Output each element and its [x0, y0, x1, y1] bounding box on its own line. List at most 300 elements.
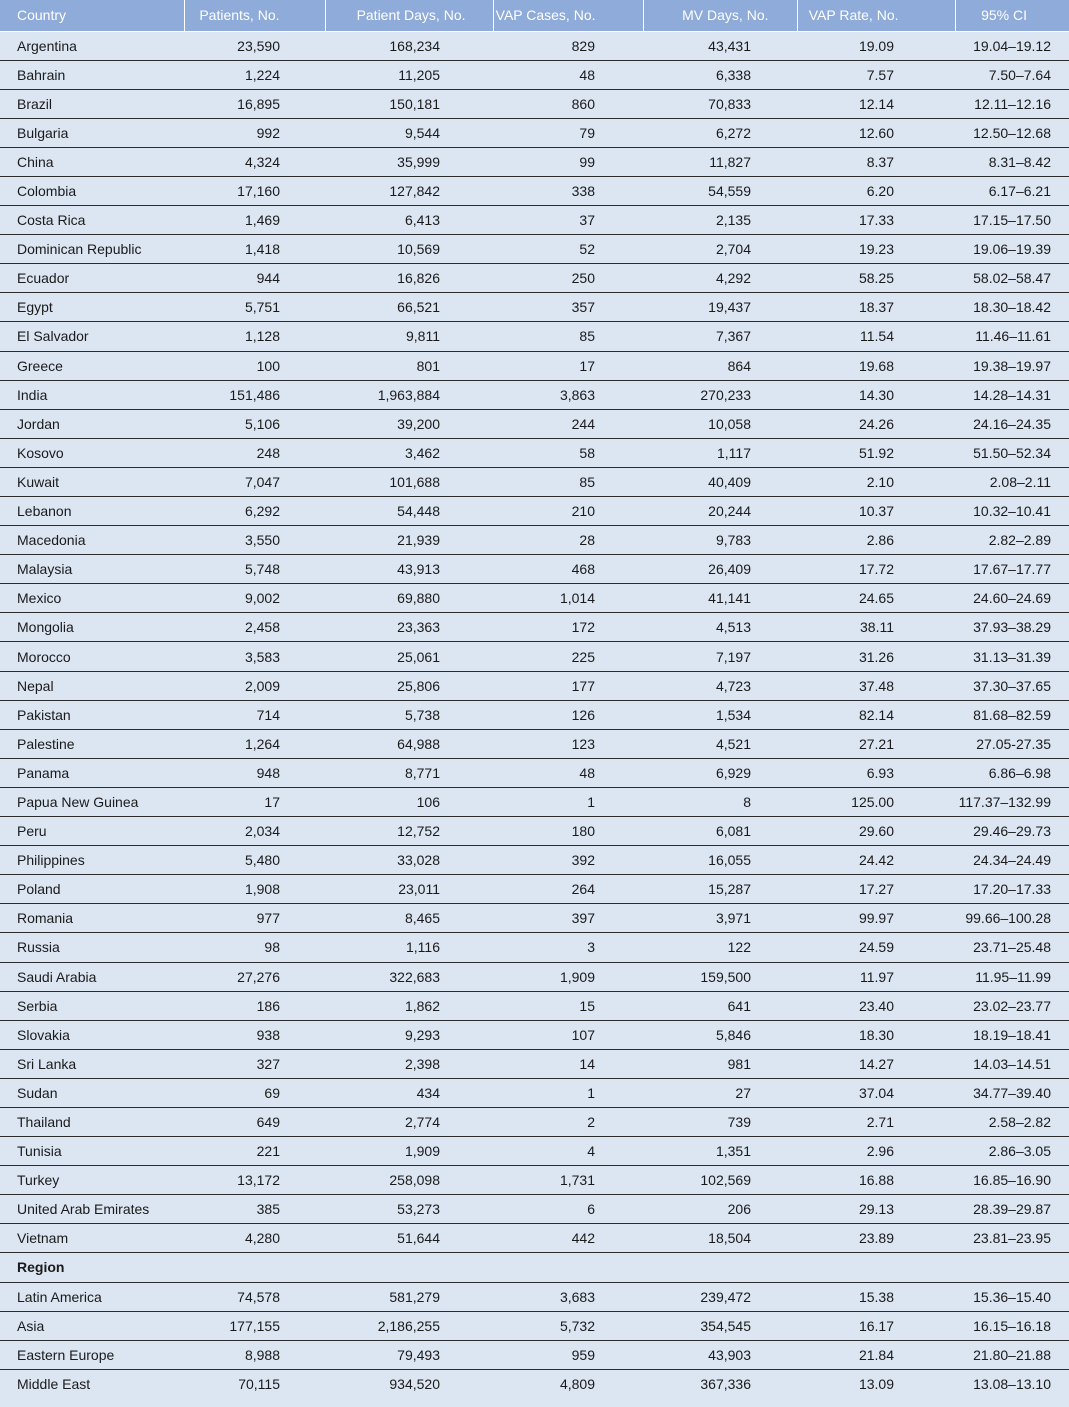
ci-cell: 6.86–6.98 — [955, 758, 1069, 787]
patient-days-cell: 2,186,255 — [325, 1311, 493, 1340]
table-row — [0, 787, 1069, 816]
patient-days-cell: 8,771 — [325, 758, 493, 787]
patients-cell: 992 — [184, 118, 325, 147]
vap-cases-cell: 442 — [493, 1224, 643, 1253]
mv-days-cell: 3,971 — [643, 904, 797, 933]
patient-days-cell: 9,293 — [325, 1020, 493, 1049]
vap-cases-cell: 17 — [493, 351, 643, 380]
country-cell: Romania — [0, 904, 184, 933]
table-body — [0, 31, 1069, 1398]
empty-cell — [184, 1253, 325, 1282]
table-row — [0, 1224, 1069, 1253]
patients-cell: 69 — [184, 1078, 325, 1107]
table-row — [0, 758, 1069, 787]
vap-rate-cell: 125.00 — [797, 787, 955, 816]
mv-days-cell: 159,500 — [643, 962, 797, 991]
table-row — [0, 1195, 1069, 1224]
table-row — [0, 409, 1069, 438]
patient-days-cell: 1,862 — [325, 991, 493, 1020]
patient-days-cell: 801 — [325, 351, 493, 380]
table-row — [0, 264, 1069, 293]
patient-days-cell: 66,521 — [325, 293, 493, 322]
vap-cases-cell: 3 — [493, 933, 643, 962]
country-cell: Sudan — [0, 1078, 184, 1107]
vap-cases-cell: 1 — [493, 1078, 643, 1107]
table-row — [0, 322, 1069, 351]
table-row — [0, 235, 1069, 264]
patients-cell: 151,486 — [184, 380, 325, 409]
country-cell: China — [0, 147, 184, 176]
mv-days-cell: 15,287 — [643, 875, 797, 904]
mv-days-cell: 4,521 — [643, 729, 797, 758]
country-cell: Jordan — [0, 409, 184, 438]
table-row — [0, 613, 1069, 642]
ci-cell: 12.50–12.68 — [955, 118, 1069, 147]
ci-cell: 2.82–2.89 — [955, 526, 1069, 555]
vap-rate-cell: 31.26 — [797, 642, 955, 671]
vap-cases-cell: 107 — [493, 1020, 643, 1049]
vap-rate-cell: 29.60 — [797, 817, 955, 846]
mv-days-cell: 6,272 — [643, 118, 797, 147]
vap-cases-cell: 85 — [493, 322, 643, 351]
country-cell: Turkey — [0, 1166, 184, 1195]
mv-days-cell: 7,197 — [643, 642, 797, 671]
country-cell: Bahrain — [0, 60, 184, 89]
mv-days-cell: 26,409 — [643, 555, 797, 584]
patient-days-cell: 25,806 — [325, 671, 493, 700]
mv-days-cell: 239,472 — [643, 1282, 797, 1311]
vap-rate-cell: 37.04 — [797, 1078, 955, 1107]
header-mv-days: MV Days, No. — [643, 0, 797, 31]
table-header — [0, 0, 1069, 31]
ci-cell: 31.13–31.39 — [955, 642, 1069, 671]
vap-cases-cell: 52 — [493, 235, 643, 264]
patient-days-cell: 33,028 — [325, 846, 493, 875]
vap-rate-cell: 14.27 — [797, 1049, 955, 1078]
patient-days-cell: 23,011 — [325, 875, 493, 904]
table-row — [0, 351, 1069, 380]
mv-days-cell: 54,559 — [643, 176, 797, 205]
mv-days-cell: 4,513 — [643, 613, 797, 642]
patient-days-cell: 150,181 — [325, 89, 493, 118]
vap-cases-cell: 48 — [493, 758, 643, 787]
vap-rate-cell: 16.88 — [797, 1166, 955, 1195]
patient-days-cell: 5,738 — [325, 700, 493, 729]
mv-days-cell: 20,244 — [643, 497, 797, 526]
vap-rate-cell: 17.33 — [797, 206, 955, 235]
country-cell: El Salvador — [0, 322, 184, 351]
ci-cell: 19.04–19.12 — [973, 37, 1051, 54]
patients-cell: 3,550 — [184, 526, 325, 555]
table-row — [0, 293, 1069, 322]
ci-cell: 14.28–14.31 — [955, 380, 1069, 409]
patients-cell: 248 — [184, 438, 325, 467]
patients-cell: 17,160 — [184, 176, 325, 205]
empty-cell — [493, 1253, 643, 1282]
vap-cases-cell: 48 — [493, 60, 643, 89]
vap-rate-cell: 15.38 — [797, 1282, 955, 1311]
patients-cell: 1,908 — [184, 875, 325, 904]
vap-rate-cell: 24.42 — [797, 846, 955, 875]
mv-days-cell: 2,135 — [643, 206, 797, 235]
mv-days-cell: 19,437 — [643, 293, 797, 322]
patients-cell: 1,469 — [184, 206, 325, 235]
patients-cell: 74,578 — [184, 1282, 325, 1311]
patient-days-cell: 581,279 — [325, 1282, 493, 1311]
country-cell: Tunisia — [0, 1137, 184, 1166]
vap-rate-cell: 12.60 — [797, 118, 955, 147]
ci-cell: 58.02–58.47 — [955, 264, 1069, 293]
vap-cases-cell: 79 — [493, 118, 643, 147]
country-cell: India — [0, 380, 184, 409]
patients-cell: 1,128 — [184, 322, 325, 351]
vap-rate-cell: 12.14 — [797, 89, 955, 118]
ci-cell: 28.39–29.87 — [955, 1195, 1069, 1224]
mv-days-cell: 16,055 — [643, 846, 797, 875]
country-cell: Ecuador — [0, 264, 184, 293]
vap-cases-cell: 123 — [493, 729, 643, 758]
patients-cell: 17 — [184, 787, 325, 816]
table-row — [0, 671, 1069, 700]
vap-cases-cell: 959 — [493, 1340, 643, 1369]
mv-days-cell: 6,929 — [643, 758, 797, 787]
patient-days-cell: 101,688 — [325, 467, 493, 496]
ci-cell: 2.08–2.11 — [955, 467, 1069, 496]
vap-cases-cell: 15 — [493, 991, 643, 1020]
vap-rate-cell: 10.37 — [797, 497, 955, 526]
vap-rate-cell: 23.89 — [797, 1224, 955, 1253]
mv-days-cell: 122 — [643, 933, 797, 962]
patients-cell: 944 — [184, 264, 325, 293]
vap-cases-cell: 1,909 — [493, 962, 643, 991]
patients-cell: 3,583 — [184, 642, 325, 671]
patients-cell: 9,002 — [184, 584, 325, 613]
table-row — [0, 467, 1069, 496]
vap-rate-cell: 18.37 — [797, 293, 955, 322]
patients-cell: 5,480 — [184, 846, 325, 875]
vap-cases-cell: 85 — [493, 467, 643, 496]
patient-days-cell: 934,520 — [325, 1369, 493, 1398]
ci-cell: 16.85–16.90 — [955, 1166, 1069, 1195]
mv-days-cell: 43,903 — [643, 1340, 797, 1369]
patient-days-cell: 434 — [325, 1078, 493, 1107]
patients-cell: 2,009 — [184, 671, 325, 700]
mv-days-cell: 864 — [643, 351, 797, 380]
vap-rate-cell: 6.93 — [797, 758, 955, 787]
vap-cases-cell: 99 — [493, 147, 643, 176]
table-row — [0, 438, 1069, 467]
vap-rate-cell: 8.37 — [797, 147, 955, 176]
vap-cases-cell: 829 — [571, 37, 595, 54]
patient-days-cell: 23,363 — [325, 613, 493, 642]
patient-days-cell: 25,061 — [325, 642, 493, 671]
ci-cell: 51.50–52.34 — [955, 438, 1069, 467]
table-row — [0, 846, 1069, 875]
vap-cases-cell: 28 — [493, 526, 643, 555]
vap-rate-cell: 19.23 — [797, 235, 955, 264]
ci-cell: 34.77–39.40 — [955, 1078, 1069, 1107]
country-cell: Eastern Europe — [0, 1340, 184, 1369]
patient-days-cell: 9,544 — [325, 118, 493, 147]
header-country: Country — [0, 0, 184, 31]
vap-rate-cell: 2.86 — [797, 526, 955, 555]
ci-cell: 17.20–17.33 — [955, 875, 1069, 904]
vap-cases-cell: 1,014 — [493, 584, 643, 613]
mv-days-cell: 27 — [643, 1078, 797, 1107]
mv-days-cell: 1,117 — [643, 438, 797, 467]
vap-rate-cell: 24.59 — [797, 933, 955, 962]
ci-cell: 16.15–16.18 — [955, 1311, 1069, 1340]
ci-cell: 2.86–3.05 — [955, 1137, 1069, 1166]
table-row — [0, 991, 1069, 1020]
patient-days-cell: 21,939 — [325, 526, 493, 555]
table-row — [0, 380, 1069, 409]
vap-cases-cell: 180 — [493, 817, 643, 846]
ci-cell: 99.66–100.28 — [955, 904, 1069, 933]
patient-days-cell: 53,273 — [325, 1195, 493, 1224]
country-cell: Dominican Republic — [0, 235, 184, 264]
vap-cases-cell: 338 — [493, 176, 643, 205]
country-cell: Egypt — [0, 293, 184, 322]
patients-cell: 2,034 — [184, 817, 325, 846]
country-cell: Colombia — [0, 176, 184, 205]
table-row — [0, 206, 1069, 235]
patients-cell: 177,155 — [184, 1311, 325, 1340]
table-row — [0, 1078, 1069, 1107]
patients-cell: 948 — [184, 758, 325, 787]
vap-rate-cell: 17.72 — [797, 555, 955, 584]
country-cell: Malaysia — [0, 555, 184, 584]
vap-rate-cell: 24.65 — [797, 584, 955, 613]
mv-days-cell: 7,367 — [643, 322, 797, 351]
table-row — [0, 89, 1069, 118]
mv-days-cell: 270,233 — [643, 380, 797, 409]
mv-days-cell: 6,081 — [643, 817, 797, 846]
mv-days-cell: 40,409 — [643, 467, 797, 496]
vap-rate-cell: 7.57 — [797, 60, 955, 89]
mv-days-cell: 102,569 — [643, 1166, 797, 1195]
vap-rate-cell: 51.92 — [797, 438, 955, 467]
ci-cell: 17.67–17.77 — [955, 555, 1069, 584]
patients-cell: 8,988 — [184, 1340, 325, 1369]
patients-cell: 70,115 — [184, 1369, 325, 1398]
ci-cell: 81.68–82.59 — [955, 700, 1069, 729]
patients-cell: 327 — [184, 1049, 325, 1078]
vap-rate-cell: 27.21 — [797, 729, 955, 758]
ci-cell: 19.06–19.39 — [955, 235, 1069, 264]
patient-days-cell: 168,234 — [389, 37, 440, 54]
mv-days-cell: 739 — [643, 1107, 797, 1136]
vap-cases-cell: 6 — [493, 1195, 643, 1224]
mv-days-cell: 1,534 — [643, 700, 797, 729]
vap-cases-cell: 1 — [493, 787, 643, 816]
vap-rate-cell: 24.26 — [797, 409, 955, 438]
mv-days-cell: 43,431 — [708, 37, 751, 54]
vap-rate-cell: 14.30 — [797, 380, 955, 409]
table-row — [0, 729, 1069, 758]
vap-rate-cell: 11.54 — [797, 322, 955, 351]
region-row — [0, 1311, 1069, 1340]
header-row — [0, 0, 1069, 31]
country-cell: Saudi Arabia — [0, 962, 184, 991]
patient-days-cell: 11,205 — [325, 60, 493, 89]
vap-cases-cell: 3,683 — [493, 1282, 643, 1311]
table-row — [0, 118, 1069, 147]
patients-cell: 13,172 — [184, 1166, 325, 1195]
region-heading: Region — [0, 1253, 184, 1282]
vap-rate-cell: 58.25 — [797, 264, 955, 293]
patients-cell: 649 — [184, 1107, 325, 1136]
patients-cell: 1,418 — [184, 235, 325, 264]
vap-rate-cell: 2.10 — [797, 467, 955, 496]
ci-cell: 24.60–24.69 — [955, 584, 1069, 613]
patients-cell: 27,276 — [184, 962, 325, 991]
ci-cell: 14.03–14.51 — [955, 1049, 1069, 1078]
ci-cell: 37.93–38.29 — [955, 613, 1069, 642]
patient-days-cell: 2,774 — [325, 1107, 493, 1136]
patients-cell: 5,106 — [184, 409, 325, 438]
vap-cases-cell: 210 — [493, 497, 643, 526]
vap-cases-cell: 250 — [493, 264, 643, 293]
ci-cell: 6.17–6.21 — [955, 176, 1069, 205]
patient-days-cell: 1,909 — [325, 1137, 493, 1166]
table-row — [0, 962, 1069, 991]
table-row — [0, 1166, 1069, 1195]
vap-cases-cell: 468 — [493, 555, 643, 584]
country-cell: Poland — [0, 875, 184, 904]
vap-rate-cell: 11.97 — [797, 962, 955, 991]
header-vap-rate: VAP Rate, No. — [797, 0, 955, 31]
patients-cell: 98 — [184, 933, 325, 962]
patients-cell: 6,292 — [184, 497, 325, 526]
empty-cell — [325, 1253, 493, 1282]
vap-rate-cell: 29.13 — [797, 1195, 955, 1224]
region-row — [0, 1369, 1069, 1398]
country-cell: Middle East — [0, 1369, 184, 1398]
header-patients: Patients, No. — [184, 0, 325, 31]
ci-cell: 18.19–18.41 — [955, 1020, 1069, 1049]
vap-rate-cell: 19.09 — [858, 37, 894, 54]
country-cell: Brazil — [0, 89, 184, 118]
ci-cell: 24.34–24.49 — [955, 846, 1069, 875]
vap-rate-cell: 37.48 — [797, 671, 955, 700]
vap-cases-cell: 860 — [493, 89, 643, 118]
ci-cell: 29.46–29.73 — [955, 817, 1069, 846]
country-cell: Mongolia — [0, 613, 184, 642]
country-cell: Russia — [0, 933, 184, 962]
patients-cell: 1,224 — [184, 60, 325, 89]
mv-days-cell: 70,833 — [643, 89, 797, 118]
ci-cell: 18.30–18.42 — [955, 293, 1069, 322]
table-row — [0, 526, 1069, 555]
patients-cell: 2,458 — [184, 613, 325, 642]
table-row — [0, 176, 1069, 205]
patient-days-cell: 3,462 — [325, 438, 493, 467]
vap-rate-cell: 13.09 — [797, 1369, 955, 1398]
table-row — [0, 642, 1069, 671]
ci-cell: 15.36–15.40 — [955, 1282, 1069, 1311]
ci-cell: 12.11–12.16 — [955, 89, 1069, 118]
country-cell: Papua New Guinea — [0, 787, 184, 816]
ci-cell: 27.05-27.35 — [955, 729, 1069, 758]
ci-cell: 23.81–23.95 — [955, 1224, 1069, 1253]
patient-days-cell: 6,413 — [325, 206, 493, 235]
country-cell: Panama — [0, 758, 184, 787]
patient-days-cell: 69,880 — [325, 584, 493, 613]
patients-cell: 4,280 — [184, 1224, 325, 1253]
patient-days-cell: 1,116 — [325, 933, 493, 962]
mv-days-cell: 641 — [643, 991, 797, 1020]
mv-days-cell: 6,338 — [643, 60, 797, 89]
country-cell: Argentina — [17, 37, 77, 54]
patient-days-cell: 258,098 — [325, 1166, 493, 1195]
empty-cell — [643, 1253, 797, 1282]
ci-cell: 117.37–132.99 — [955, 787, 1069, 816]
country-cell: United Arab Emirates — [0, 1195, 184, 1224]
mv-days-cell: 9,783 — [643, 526, 797, 555]
vap-cases-cell: 2 — [493, 1107, 643, 1136]
mv-days-cell: 367,336 — [643, 1369, 797, 1398]
patients-cell: 714 — [184, 700, 325, 729]
country-cell: Kuwait — [0, 467, 184, 496]
patient-days-cell: 10,569 — [325, 235, 493, 264]
country-cell: Mexico — [0, 584, 184, 613]
mv-days-cell: 2,704 — [643, 235, 797, 264]
patient-days-cell: 127,842 — [325, 176, 493, 205]
patients-cell: 7,047 — [184, 467, 325, 496]
mv-days-cell: 8 — [643, 787, 797, 816]
patient-days-cell: 54,448 — [325, 497, 493, 526]
patient-days-cell: 35,999 — [325, 147, 493, 176]
patients-cell: 385 — [184, 1195, 325, 1224]
empty-cell — [955, 1253, 1069, 1282]
mv-days-cell: 354,545 — [643, 1311, 797, 1340]
vap-rate-cell: 16.17 — [797, 1311, 955, 1340]
table-row — [0, 497, 1069, 526]
vap-cases-cell: 225 — [493, 642, 643, 671]
patients-cell: 16,895 — [184, 89, 325, 118]
country-cell: Nepal — [0, 671, 184, 700]
vap-rate-cell: 23.40 — [797, 991, 955, 1020]
vap-cases-cell: 5,732 — [493, 1311, 643, 1340]
table-row — [0, 1107, 1069, 1136]
country-cell: Macedonia — [0, 526, 184, 555]
mv-days-cell: 11,827 — [643, 147, 797, 176]
vap-cases-cell: 37 — [493, 206, 643, 235]
country-cell: Lebanon — [0, 497, 184, 526]
country-cell: Sri Lanka — [0, 1049, 184, 1078]
table-row — [0, 147, 1069, 176]
table-row — [0, 1020, 1069, 1049]
ci-cell: 37.30–37.65 — [955, 671, 1069, 700]
mv-days-cell: 10,058 — [643, 409, 797, 438]
vap-cases-cell: 3,863 — [493, 380, 643, 409]
patients-cell: 977 — [184, 904, 325, 933]
country-cell: Morocco — [0, 642, 184, 671]
ci-cell: 19.38–19.97 — [955, 351, 1069, 380]
country-cell: Vietnam — [0, 1224, 184, 1253]
patient-days-cell: 16,826 — [325, 264, 493, 293]
patient-days-cell: 1,963,884 — [325, 380, 493, 409]
vap-cases-cell: 14 — [493, 1049, 643, 1078]
mv-days-cell: 4,723 — [643, 671, 797, 700]
ci-cell: 11.95–11.99 — [955, 962, 1069, 991]
vap-cases-cell: 172 — [493, 613, 643, 642]
mv-days-cell: 4,292 — [643, 264, 797, 293]
header-patient-days: Patient Days, No. — [325, 0, 493, 31]
patient-days-cell: 79,493 — [325, 1340, 493, 1369]
table-row — [0, 60, 1069, 89]
